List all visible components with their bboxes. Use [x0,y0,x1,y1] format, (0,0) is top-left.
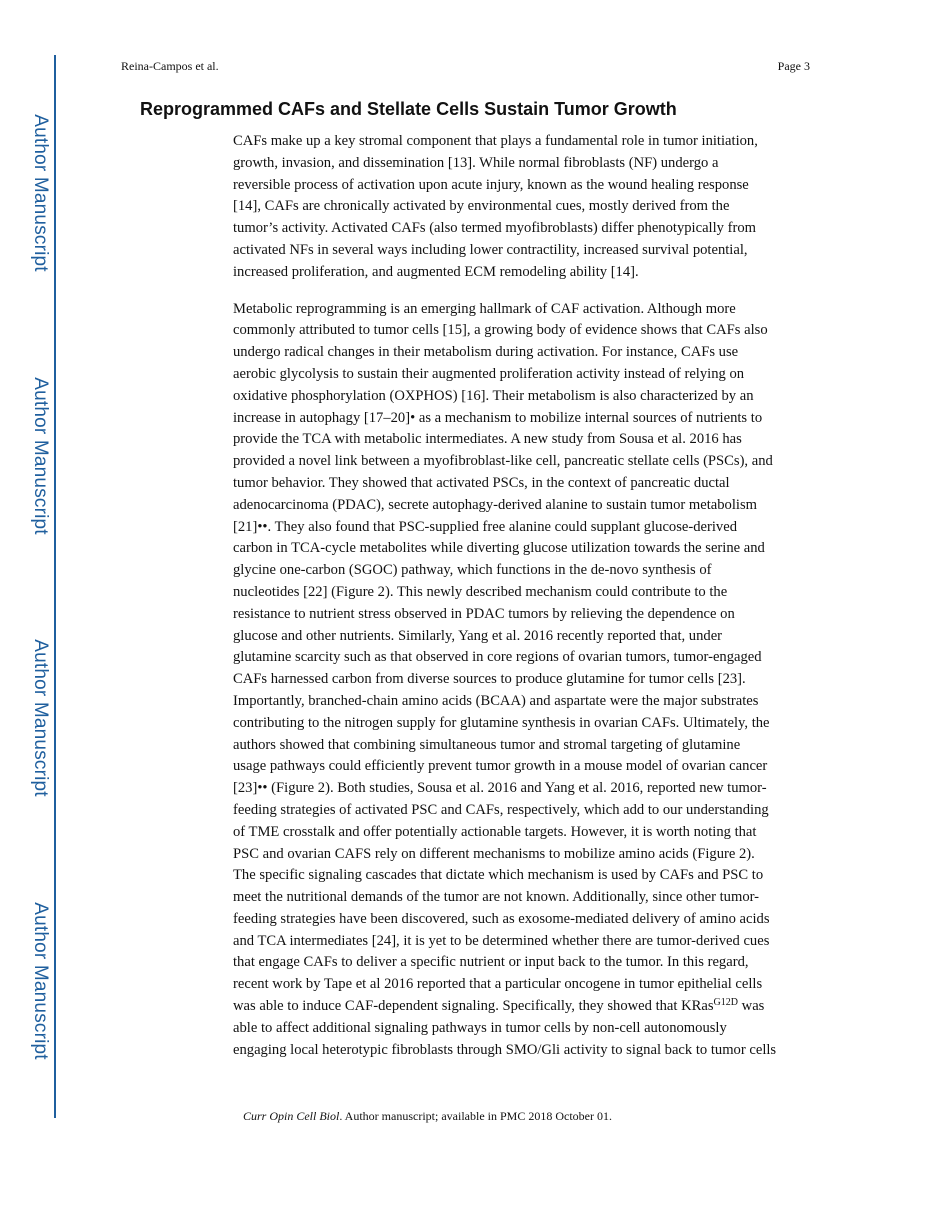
paragraph-1 [233,131,823,284]
footer-citation [243,1109,612,1124]
sidebar-label: Author Manuscript [30,377,51,535]
text-line: growth, invasion, and dissemination [13]. While normal fibroblasts (NF) undergo a [233,154,719,171]
text-line: Metabolic reprogramming is an emerging hallmark of CAF activation. Although more [233,300,736,317]
text-line: [14], CAFs are chronically activated by environmental cues, mostly derived from the [233,198,730,215]
sidebar-rule [54,55,56,1118]
text-line: CAFs harnessed carbon from diverse sources to produce glutamine for tumor cells [23]. [233,671,746,688]
text-line: tumor behavior. They showed that activated PSCs, in the context of pancreatic ductal [233,474,730,491]
text-line: able to affect additional signaling pathways in tumor cells by non-cell autonomously [233,1019,727,1036]
sidebar-label: Author Manuscript [30,114,51,272]
text-line: nucleotides [22] (Figure 2). This newly described mechanism could contribute to the [233,583,728,600]
footer-journal: Curr Opin Cell Biol [243,1109,340,1123]
text-line: feeding strategies have been discovered, such as exosome-mediated delivery of amino acids [233,910,770,927]
text-line: increase in autophagy [17–20]• as a mechanism to mobilize internal sources of nutrients to [233,409,763,426]
text-line: engaging local heterotypic fibroblasts through SMO/Gli activity to signal back to tumor cells [233,1041,777,1058]
text-line: [21]••. They also found that PSC-supplied free alanine could supplant glucose-derived [233,518,737,535]
text-line: [23]•• (Figure 2). Both studies, Sousa et al. 2016 and Yang et al. 2016, reported new tumor- [233,780,767,797]
text-line: that engage CAFs to deliver a specific nutrient or input back to the tumor. In this regard, [233,954,749,971]
kras-text-before: was able to induce CAF-dependent signaling. Specifically, they showed that KRas [233,998,714,1015]
paragraph-2 [233,299,823,1062]
text-line: meet the nutritional demands of the tumor are not known. Additionally, since other tumor- [233,889,760,906]
text-line: adenocarcinoma (PDAC), secrete autophagy-derived alanine to sustain tumor metabolism [233,496,757,513]
running-head-author: Reina-Campos et al. [121,59,219,73]
text-line: resistance to nutrient stress observed in PDAC tumors by relieving the dependence on [233,605,735,622]
section-title: Reprogrammed CAFs and Stellate Cells Sustain Tumor Growth [140,99,677,119]
text-line: CAFs make up a key stromal component that plays a fundamental role in tumor initiation, [233,133,758,149]
text-line: activated NFs in several ways including lower contractility, increased survival potential, [233,241,748,258]
text-line: increased proliferation, and augmented ECM remodeling ability [14]. [233,263,639,280]
text-line: feeding strategies of activated PSC and CAFs, respectively, which add to our understanding [233,801,769,818]
text-line: aerobic glycolysis to sustain their augmented proliferation activity instead of relying on [233,365,745,382]
text-line: recent work by Tape et al 2016 reported that a particular oncogene in tumor epithelial cells [233,976,763,993]
text-line: oxidative phosphorylation (OXPHOS) [16]. Their metabolism is also characterized by an [233,387,754,404]
text-line: glucose and other nutrients. Similarly, Yang et al. 2016 recently reported that, under [233,627,723,644]
sidebar-label: Author Manuscript [30,902,51,1060]
page-number: Page 3 [777,59,810,73]
text-line: tumor’s activity. Activated CAFs (also termed myofibroblasts) differ phenotypically from [233,220,756,237]
text-line: PSC and ovarian CAFS rely on different mechanisms to mobilize amino acids (Figure 2). [233,845,755,862]
footer-suffix: . Author manuscript; available in PMC 2018 October 01. [339,1109,612,1123]
sidebar-label: Author Manuscript [30,639,51,797]
text-line: authors showed that combining simultaneous tumor and stromal targeting of glutamine [233,736,741,753]
body-text [233,131,823,1061]
kras-text-after: was [738,998,765,1015]
text-line: undergo radical changes in their metabolism during activation. For instance, CAFs use [233,344,739,361]
text-line: of TME crosstalk and offer potentially actionable targets. However, it is worth noting that [233,823,757,840]
text-line: Importantly, branched-chain amino acids (BCAA) and aspartate were the major substrates [233,692,759,709]
text-line: carbon in TCA-cycle metabolites while diverting glucose utilization towards the serine and [233,540,765,557]
kras-superscript: G12D [713,997,738,1009]
text-line-kras [233,996,823,1018]
text-line: usage pathways could efficiently prevent tumor growth in a mouse model of ovarian cancer [233,758,768,775]
text-line: glutamine scarcity such as that observed in core regions of ovarian tumors, tumor-engaged [233,649,762,666]
text-line: commonly attributed to tumor cells [15], a growing body of evidence shows that CAFs also [233,322,768,339]
text-line: provide the TCA with metabolic intermediates. A new study from Sousa et al. 2016 has [233,431,742,448]
text-line: The specific signaling cascades that dictate which mechanism is used by CAFs and PSC to [233,867,764,884]
text-line: glycine one-carbon (SGOC) pathway, which functions in the de-novo synthesis of [233,562,712,579]
text-line: and TCA intermediates [24], it is yet to be determined whether there are tumor-derived cues [233,932,770,949]
text-line: provided a novel link between a myofibroblast-like cell, pancreatic stellate cells (PSCs), and [233,453,773,470]
text-line: contributing to the nitrogen supply for glutamine synthesis in ovarian CAFs. Ultimately, the [233,714,770,731]
text-line: reversible process of activation upon acute injury, known as the wound healing response [233,176,749,193]
